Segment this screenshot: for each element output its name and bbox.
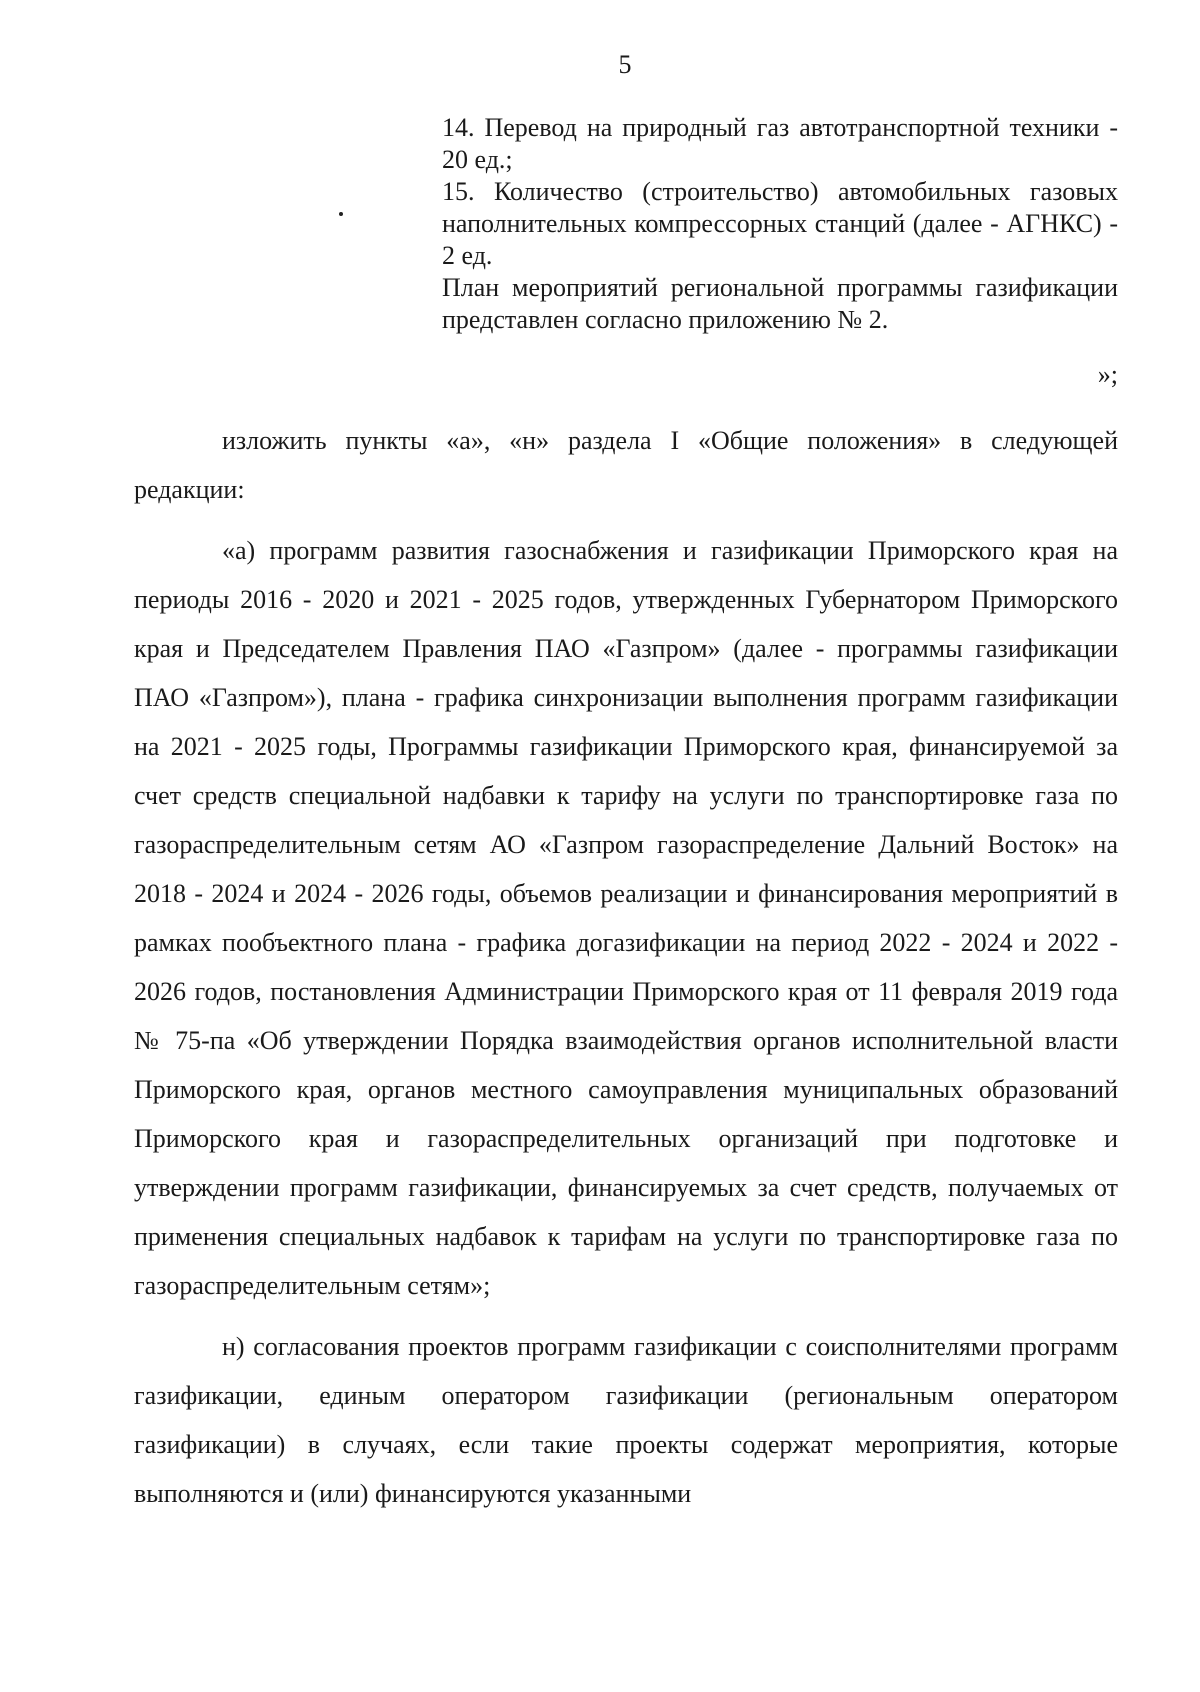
inset-plan-note: План мероприятий региональной программы газификации представлен согласно приложению № 2. — [442, 273, 1118, 334]
intro-paragraph: изложить пункты «а», «н» раздела I «Общие положения» в следующей редакции: — [134, 426, 1118, 504]
inset-item-15: 15. Количество (строительство) автомобильных газовых наполнительных компрессорных станций (далее - АГНКС) - 2 ед. — [442, 177, 1118, 270]
body-text — [134, 416, 1118, 1518]
inset-closing-quote: »; — [1097, 360, 1118, 389]
paragraph-item-a: «а) программ развития газоснабжения и газификации Приморского края на периоды 2016 - 2020 и 2021 - 2025 годов, утвержденных Губернатором Приморского края и Председателем Правления ПАО «Газпром» (далее - программы газификации ПАО «Газпром»), плана - графика синхронизации выполнения программ газификации на 2021 - 2025 годы, Программы газификации Приморского края, финансируемой за счет средств специальной надбавки к тарифу на услуги по транспортировке газа по газораспределительным сетям АО «Газпром газораспределение Дальний Восток» на 2018 - 2024 и 2024 - 2026 годы, объемов реализации и финансирования мероприятий в рамках пообъектного плана - графика догазификации на период 2022 - 2024 и 2022 - 2026 годов, постановления Администрации Приморского края от 11 февраля 2019 года № 75-па «Об утверждении Порядка взаимодействия органов исполнительной власти Приморского края, органов местного самоуправления муниципальных образований Приморского края и газораспределительных организаций при подготовке и утверждении программ газификации, финансируемых за счет средств, получаемых от применения специальных надбавок к тарифам на услуги по транспортировке газа по газораспределительным сетям»; — [134, 536, 1118, 1300]
paragraph-item-n: н) согласования проектов программ газификации с соисполнителями программ газификации, единым оператором газификации (региональным оператором газификации) в случаях, если такие проекты содержат мероприятия, которые выполняются и (или) финансируются указанными — [134, 1332, 1118, 1508]
inset-item-14: 14. Перевод на природный газ автотранспортной техники - 20 ед.; — [442, 113, 1118, 174]
scan-speck — [339, 212, 343, 216]
quoted-inset-block — [442, 112, 1118, 336]
page-number: 5 — [618, 50, 632, 79]
